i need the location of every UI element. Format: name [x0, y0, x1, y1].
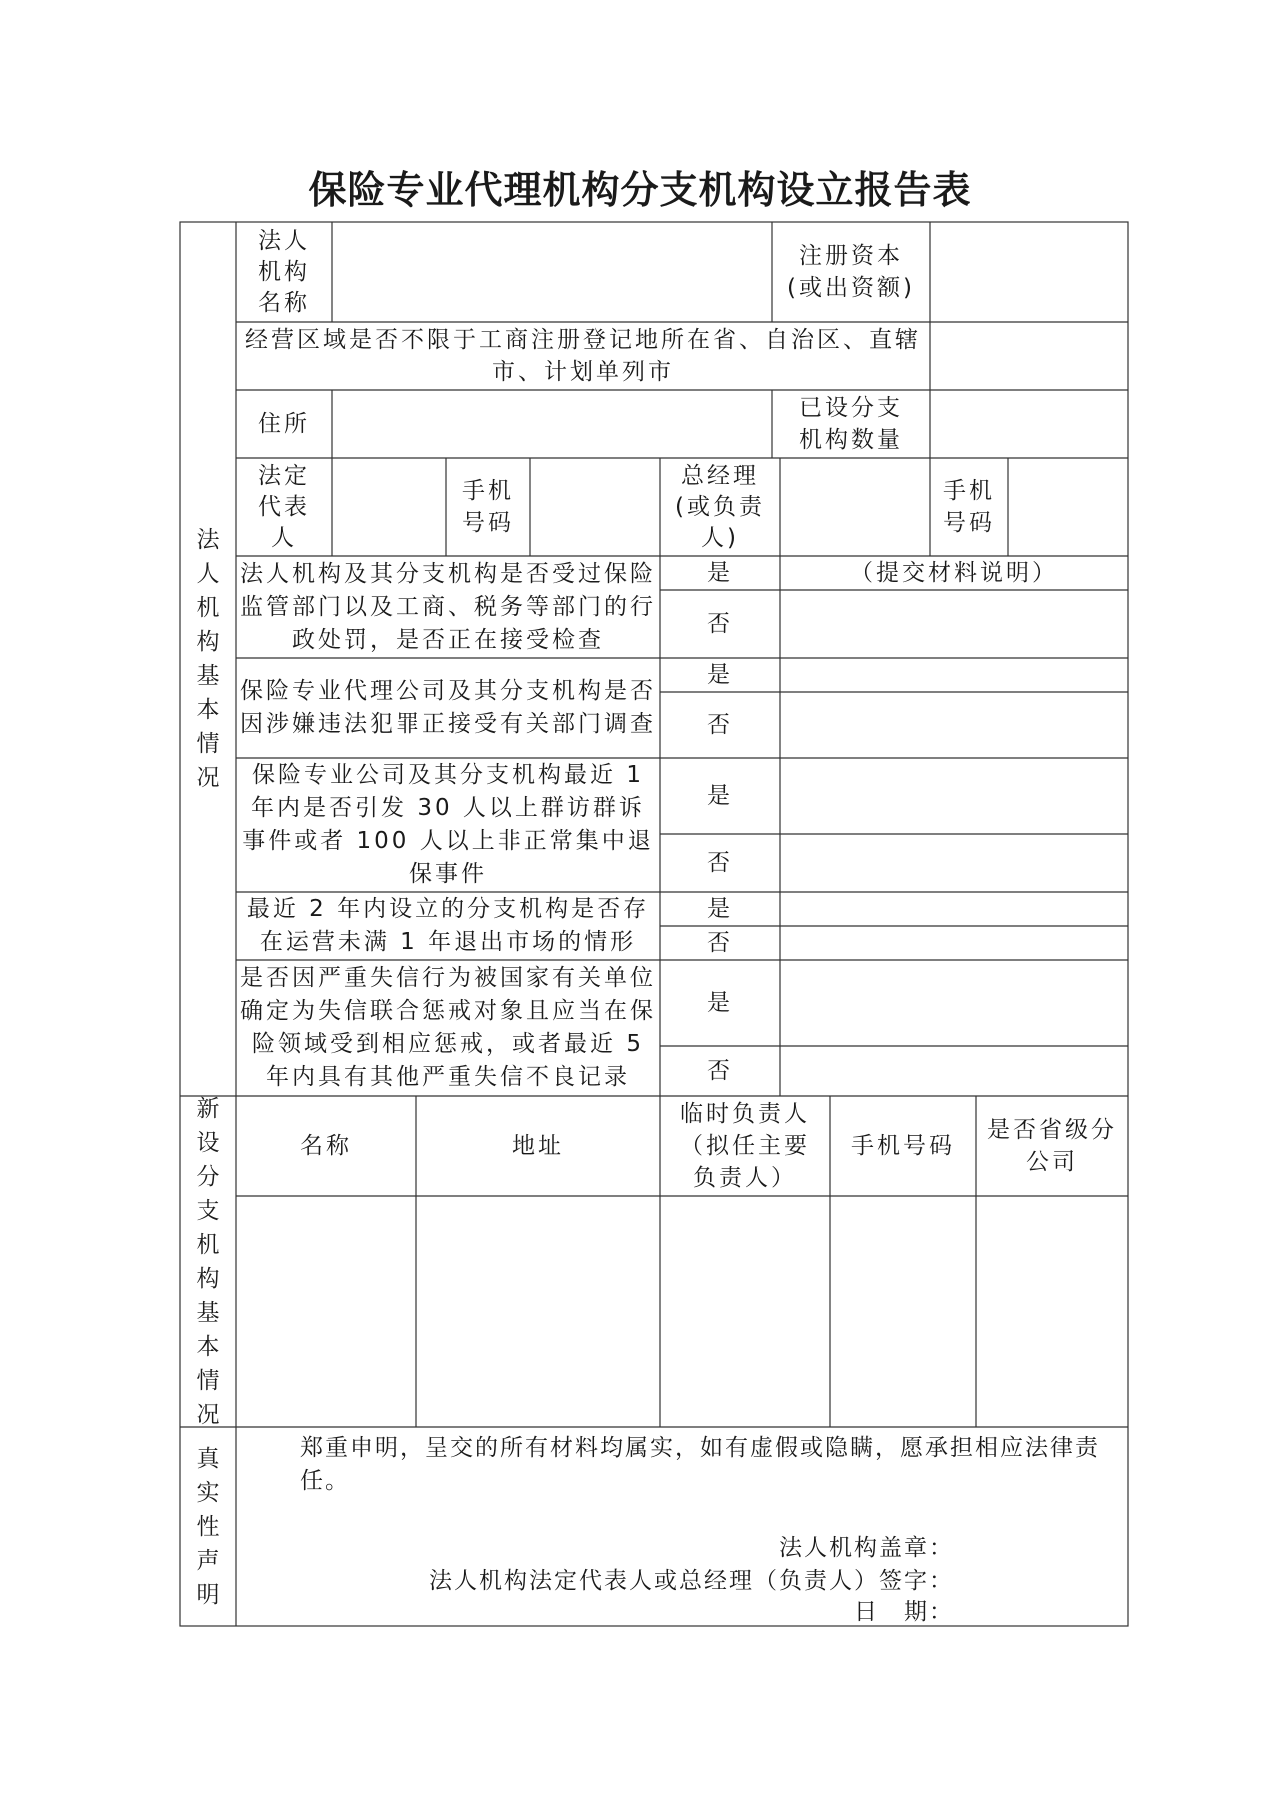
gm-label: 总经理 (或负责 人) — [675, 462, 765, 551]
heading-char: 况 — [196, 765, 220, 791]
heading-char: 实 — [196, 1479, 220, 1506]
rep-phone-label: 手机 号码 — [462, 478, 514, 536]
heading-char: 情 — [196, 1367, 220, 1394]
branch-count-input[interactable] — [930, 390, 1128, 458]
legal-rep-input[interactable] — [332, 458, 446, 556]
question-1: 法人机构及其分支机构是否受过保险监管部门以及工商、税务等部门的行政处罚，是否正在接受检查 — [240, 560, 656, 653]
heading-char: 本 — [196, 697, 220, 723]
heading-char: 基 — [196, 663, 220, 689]
heading-char: 机 — [196, 595, 220, 621]
signature-label: 法人机构法定代表人或总经理（负责人）签字： — [429, 1568, 954, 1594]
heading-char: 明 — [196, 1581, 220, 1608]
region-answer-input[interactable] — [930, 322, 1128, 390]
heading-char: 构 — [196, 629, 220, 655]
heading-char: 设 — [196, 1129, 220, 1156]
branch-col-phone: 手机号码 — [851, 1133, 955, 1159]
legal-name-input[interactable] — [332, 222, 772, 322]
branch-temp-head-input[interactable] — [660, 1196, 830, 1427]
heading-char: 情 — [196, 731, 220, 757]
heading-char: 本 — [196, 1333, 220, 1360]
q1-yes[interactable]: 是 — [707, 560, 733, 586]
q2-no[interactable]: 否 — [707, 712, 733, 738]
branch-col-temp-head: 临时负责人 （拟任主要 负责人） — [680, 1101, 810, 1191]
heading-char: 性 — [196, 1513, 220, 1540]
address-label: 住所 — [258, 411, 310, 437]
heading-char: 新 — [196, 1095, 220, 1122]
branch-count-label: 已设分支 机构数量 — [799, 395, 903, 453]
branch-section-heading — [180, 1096, 236, 1427]
heading-char: 分 — [196, 1163, 220, 1190]
legal-section-heading — [180, 222, 236, 1096]
question-3: 保险专业公司及其分支机构最近 1 年内是否引发 30 人以上群访群诉事件或者 100 人以上非正常集中退保事件 — [242, 762, 654, 887]
branch-name-input[interactable] — [236, 1196, 416, 1427]
declaration-statement: 郑重申明，呈交的所有材料均属实，如有虚假或隐瞒，愿承担相应法律责任。 — [300, 1435, 1100, 1494]
heading-char: 基 — [196, 1299, 220, 1326]
legal-name-label: 法人 机构 名称 — [258, 227, 310, 316]
gm-phone-input[interactable] — [1008, 458, 1128, 556]
branch-col-address: 地址 — [512, 1133, 564, 1159]
q5-no[interactable]: 否 — [707, 1058, 733, 1084]
question-5: 是否因严重失信行为被国家有关单位确定为失信联合惩戒对象且应当在保险领域受到相应惩戒，或者最近 5 年内具有其他严重失信不良记录 — [240, 965, 656, 1090]
page-title: 保险专业代理机构分支机构设立报告表 — [308, 167, 972, 212]
seal-label: 法人机构盖章： — [779, 1535, 954, 1561]
heading-char: 声 — [196, 1547, 220, 1574]
question-2: 保险专业代理公司及其分支机构是否因涉嫌违法犯罪正接受有关部门调查 — [240, 678, 656, 737]
q2-yes[interactable]: 是 — [707, 662, 733, 688]
q1-note-header: （提交材料说明） — [850, 560, 1058, 586]
branch-col-name: 名称 — [300, 1133, 352, 1159]
declaration-section-heading — [180, 1427, 236, 1626]
branch-provincial-input[interactable] — [976, 1196, 1128, 1427]
q5-yes[interactable]: 是 — [707, 990, 733, 1016]
q1-no[interactable]: 否 — [707, 611, 733, 637]
heading-char: 支 — [196, 1197, 220, 1224]
heading-char: 机 — [196, 1231, 220, 1258]
legal-rep-label: 法定 代表 人 — [258, 462, 310, 551]
capital-label: 注册资本 (或出资额) — [787, 243, 915, 301]
rep-phone-input[interactable] — [530, 458, 660, 556]
q3-no[interactable]: 否 — [707, 850, 733, 876]
capital-input[interactable] — [930, 222, 1128, 322]
gm-input[interactable] — [780, 458, 930, 556]
address-input[interactable] — [332, 390, 772, 458]
region-question: 经营区域是否不限于工商注册登记地所在省、自治区、直辖 市、计划单列市 — [245, 327, 921, 385]
q4-no[interactable]: 否 — [707, 930, 733, 956]
q4-yes[interactable]: 是 — [707, 896, 733, 922]
branch-address-input[interactable] — [416, 1196, 660, 1427]
heading-char: 真 — [196, 1445, 220, 1472]
q3-yes[interactable]: 是 — [707, 783, 733, 809]
heading-char: 人 — [196, 561, 220, 587]
branch-phone-input[interactable] — [830, 1196, 976, 1427]
branch-col-provincial: 是否省级分 公司 — [987, 1117, 1117, 1175]
date-label: 日 期： — [854, 1599, 954, 1625]
question-4: 最近 2 年内设立的分支机构是否存在运营未满 1 年退出市场的情形 — [246, 896, 650, 955]
heading-char: 构 — [196, 1265, 220, 1292]
gm-phone-label: 手机 号码 — [943, 478, 995, 536]
heading-char: 况 — [196, 1401, 220, 1428]
heading-char: 法 — [196, 527, 220, 553]
